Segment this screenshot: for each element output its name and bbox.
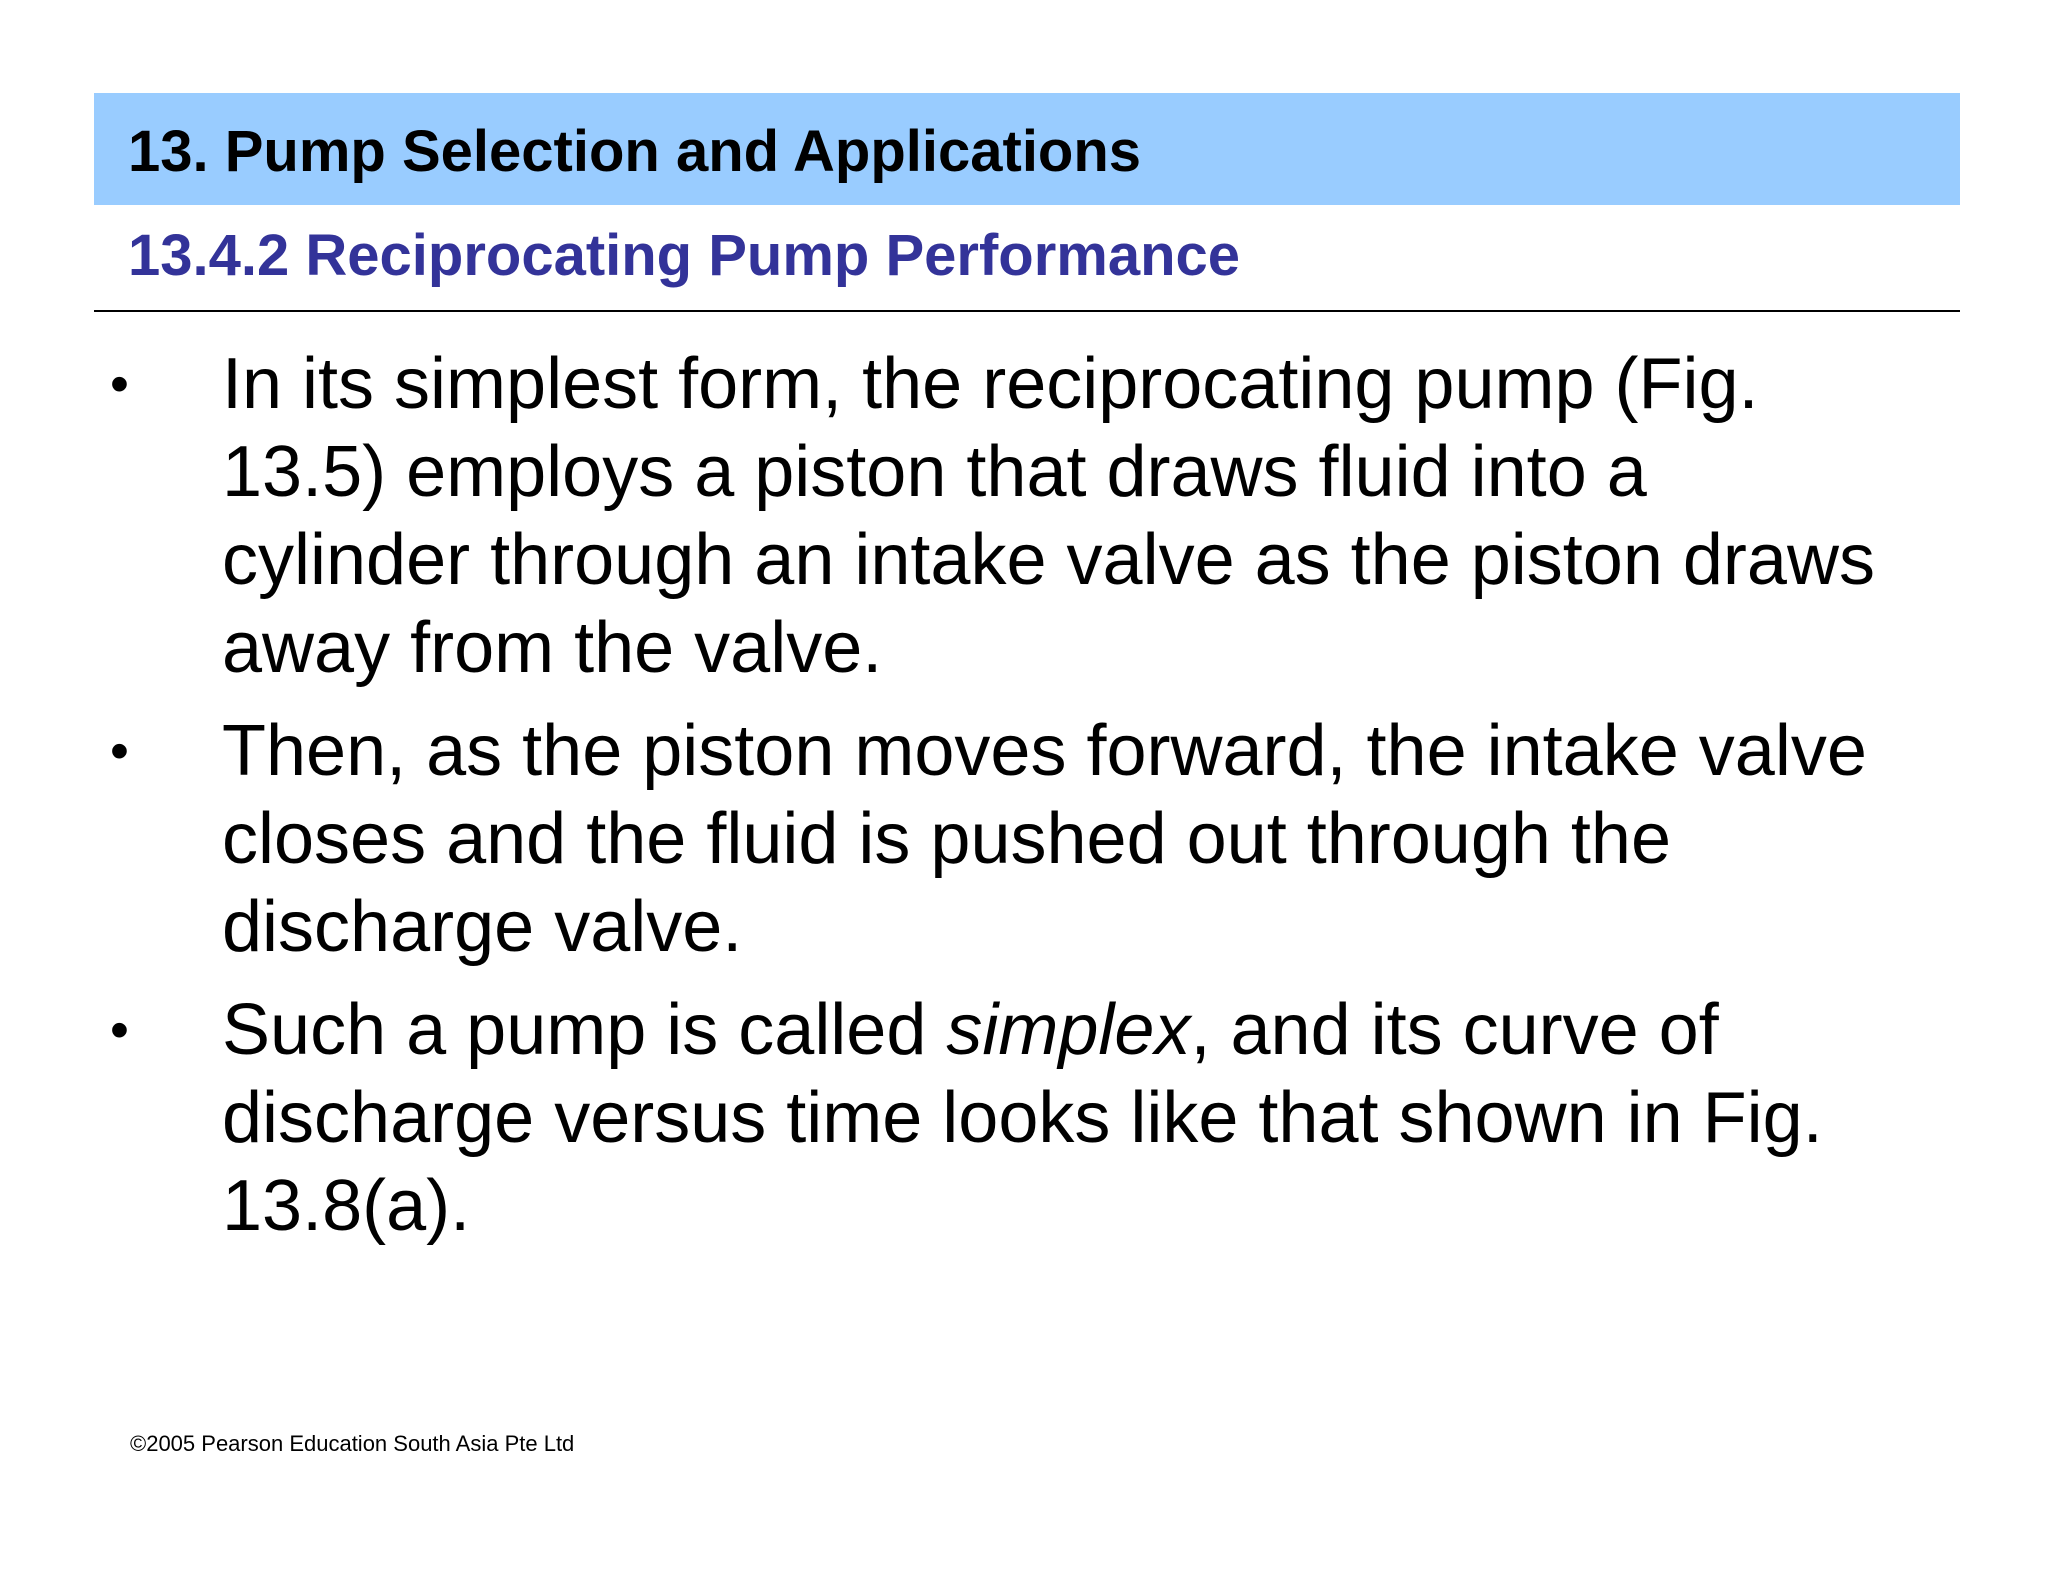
bullet-text [222,986,1902,1250]
bullet-text: Then, as the piston moves forward, the intake valve closes and the fluid is pushed out through the discharge valve. [222,711,1867,967]
copyright-notice: ©2005 Pearson Education South Asia Pte Ltd [130,1431,575,1456]
title-divider [94,310,1960,312]
bullet-item [0,340,2048,692]
bullet-text-start: Such a pump is called [222,990,947,1070]
header-band [94,93,1960,205]
section-title: 13.4.2 Reciprocating Pump Performance [128,223,1241,288]
bullet-item [0,986,2048,1250]
emphasis-term: simplex [946,990,1191,1070]
bullet-text-end: , and its curve of discharge versus time looks like that shown in Fig. 13.8(a). [222,990,1823,1246]
bullet-dot-icon: • [110,721,129,781]
chapter-title: 13. Pump Selection and Applications [128,119,1142,184]
bullet-dot-icon: • [110,1000,129,1060]
bullet-item [0,707,2048,971]
bullet-dot-icon: • [110,354,129,414]
bullet-text: In its simplest form, the reciprocating pump (Fig. 13.5) employs a piston that draws fluid into a cylinder through an intake valve as the piston draws away from the valve. [222,344,1875,688]
bullet-list [0,340,2048,1265]
